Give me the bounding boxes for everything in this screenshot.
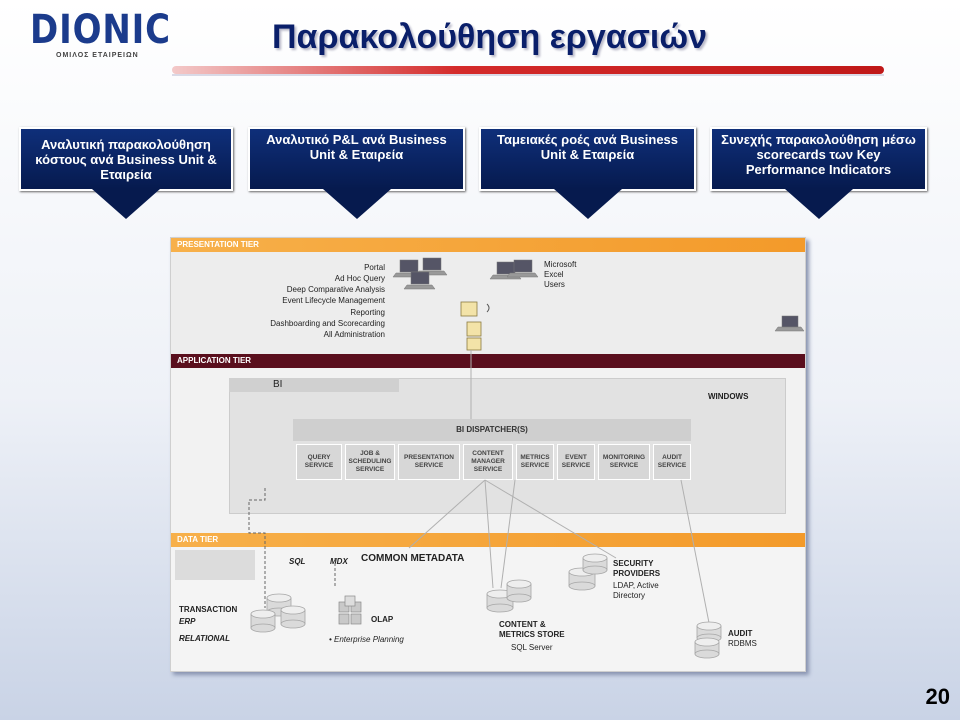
callout-arrow xyxy=(554,189,622,219)
pres-item-portal: Portal xyxy=(364,263,385,272)
callout-box xyxy=(710,127,927,191)
title-underline-shadow xyxy=(172,74,884,76)
security-providers-label: SECURITY PROVIDERS xyxy=(613,559,661,578)
data-tier-bar: DATA TIER xyxy=(171,533,805,547)
server-icon xyxy=(461,302,477,316)
server-icon xyxy=(467,338,481,350)
web-server-icons xyxy=(461,302,489,350)
relational-label: RELATIONAL xyxy=(179,634,230,643)
callout-text: Συνεχής παρακολούθηση μέσω scorecards των Key Performance Indicators xyxy=(721,132,916,177)
pres-item-dashboarding: Dashboarding and Scorecarding xyxy=(270,319,385,328)
erp-label: ERP xyxy=(179,617,196,626)
rdbms-label: RDBMS xyxy=(728,639,757,648)
callout-cashflow xyxy=(479,127,696,193)
database-icon xyxy=(281,606,305,628)
laptop-icons xyxy=(393,258,804,331)
transaction-label: TRANSACTION xyxy=(179,605,238,614)
database-icons xyxy=(251,554,721,658)
common-metadata-label: COMMON METADATA xyxy=(361,553,465,564)
audit-label: AUDIT xyxy=(728,629,753,638)
callout-arrow xyxy=(323,189,391,219)
service-content-manager: CONTENT MANAGER SERVICE xyxy=(463,444,513,480)
pres-item-deep-analysis: Deep Comparative Analysis xyxy=(286,285,385,294)
presentation-tier-bar: PRESENTATION TIER xyxy=(171,238,805,252)
ldap-label: LDAP, Active Directory xyxy=(613,581,659,600)
laptop-icon xyxy=(775,316,804,331)
service-monitoring: MONITORING SERVICE xyxy=(598,444,650,480)
database-icon xyxy=(251,610,275,632)
service-job-scheduling: JOB & SCHEDULING SERVICE xyxy=(345,444,395,480)
callout-text: Αναλυτικό P&L ανά Business Unit & Εταιρεία xyxy=(266,132,447,162)
callout-box xyxy=(19,127,233,191)
title-underline xyxy=(172,66,884,74)
enterprise-planning-label: • Enterprise Planning xyxy=(329,635,404,644)
server-icon xyxy=(467,322,481,336)
sql-label: SQL xyxy=(289,557,306,566)
callout-box xyxy=(479,127,696,191)
callout-pl xyxy=(248,127,465,193)
callout-text: Ταμειακές ροές ανά Business Unit & Εταιρεία xyxy=(496,132,679,162)
callout-arrow xyxy=(92,189,160,219)
dashed-connector xyxy=(249,488,265,608)
pres-item-event-lifecycle: Event Lifecycle Management xyxy=(282,296,385,305)
windows-label: WINDOWS xyxy=(708,392,749,401)
service-presentation: PRESENTATION SERVICE xyxy=(398,444,460,480)
service-audit: AUDIT SERVICE xyxy=(653,444,691,480)
signal-icon xyxy=(487,304,489,312)
callout-text: Αναλυτική παρακολούθηση κόστους ανά Business Unit & Εταιρεία xyxy=(35,136,217,182)
dionic-logo xyxy=(30,8,170,64)
logo-subtext: ΟΜΙΛΟΣ ΕΤΑΙΡΕΙΩΝ xyxy=(56,52,139,59)
pres-item-reporting: Reporting xyxy=(350,308,385,317)
pres-item-adhoc: Ad Hoc Query xyxy=(334,274,385,283)
database-icon xyxy=(695,638,719,658)
dispatcher-label: BI DISPATCHER(S) xyxy=(456,425,528,434)
page-number: 20 xyxy=(925,684,950,709)
application-tier-bar: APPLICATION TIER xyxy=(171,354,805,368)
ms-excel-users-label: Microsoft Excel Users xyxy=(544,260,577,289)
callout-cost-tracking xyxy=(19,127,233,193)
database-icon xyxy=(507,580,531,602)
callout-box xyxy=(248,127,465,191)
sql-server-label: SQL Server xyxy=(511,643,553,652)
connector-lines xyxy=(409,350,711,633)
olap-label: OLAP xyxy=(371,615,394,624)
service-event: EVENT SERVICE xyxy=(557,444,595,480)
callout-scorecards xyxy=(710,127,927,193)
olap-cube-icon xyxy=(339,596,361,624)
content-store-label: CONTENT & METRICS STORE xyxy=(499,620,565,639)
slide-title: Παρακολούθηση εργασιών xyxy=(272,18,707,56)
database-icon xyxy=(583,554,607,574)
logo-word: DIONIC xyxy=(30,7,171,53)
service-metrics: METRICS SERVICE xyxy=(516,444,554,480)
bi-label: BI xyxy=(273,379,283,390)
architecture-diagram xyxy=(170,237,806,672)
service-query: QUERY SERVICE xyxy=(296,444,342,480)
mdx-label: MDX xyxy=(330,557,348,566)
callout-arrow xyxy=(785,189,853,219)
diagram-graphics xyxy=(171,238,805,671)
pres-item-admin: All Administration xyxy=(323,330,385,339)
